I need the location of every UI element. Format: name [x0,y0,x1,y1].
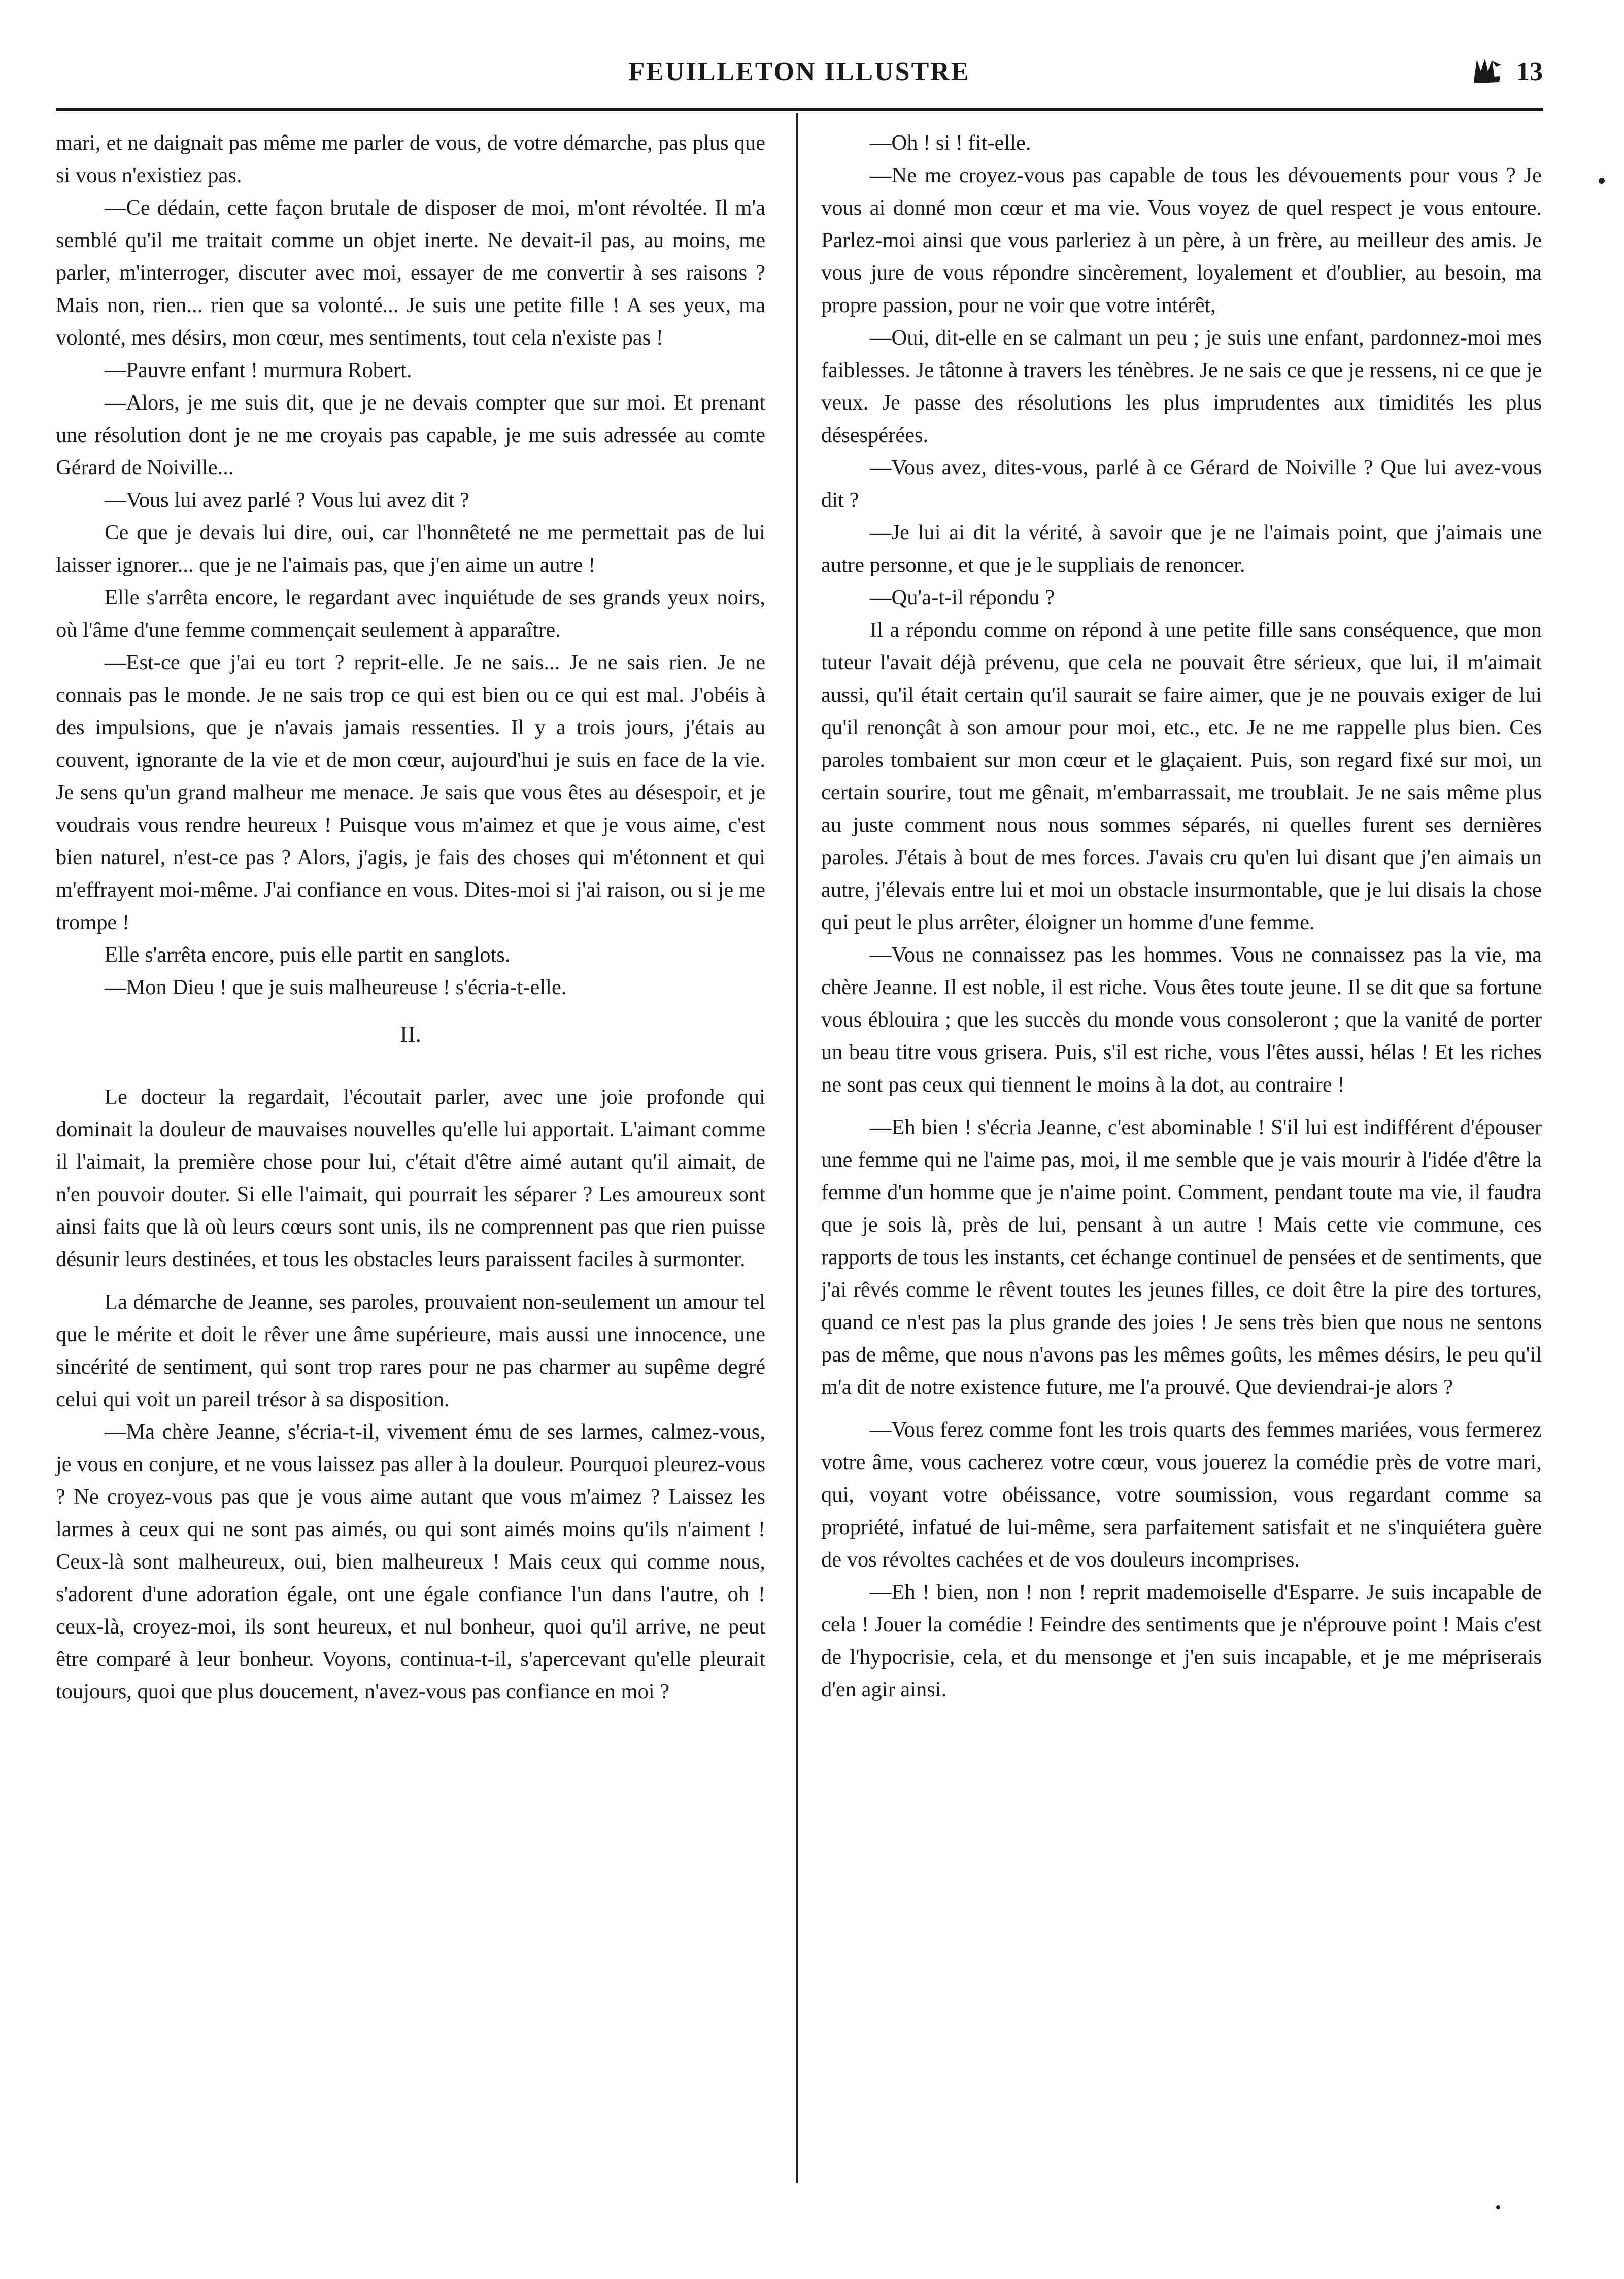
left-column [56,127,765,1708]
paragraph: —Mon Dieu ! que je suis malheureuse ! s'écria-t-elle. [105,975,567,999]
paragraph: —Eh ! bien, non ! non ! reprit mademoiselle d'Esparre. Je suis incapable de cela ! Jouer la comédie ! Feindre des sentiments que je n'éprouve point ! Mais c'est de l'hypocrisie, cela, et du mensonge et j'en suis incapable, et je me mépriserais d'en agir ainsi. [821,1580,1542,1702]
paragraph: Il a répondu comme on répond à une petite fille sans conséquence, que mon tuteur l'avait déjà prévenu, que cela ne pouvait être sérieux, que lui, il m'aimait aussi, qu'il était certain qu'il saurait se faire aimer, que je ne pouvais exiger de lui qu'il renonçât à son amour pour moi, etc., etc. Je ne me rappelle plus bien. Ces paroles tombaient sur mon cœur et le glaçaient. Puis, son regard fixé sur moi, un certain sourire, tout me gênait, m'embarrassait, me troublait. Je ne sais même plus au juste comment nous nous sommes séparés, ni quelles furent ses dernières paroles. J'étais à bout de mes forces. J'avais cru qu'en lui disant que j'en aimais un autre, j'élevais entre lui et moi un obstacle insurmontable, que je lui disais la chose qui peut le plus arrêter, éloigner un homme d'une femme. [821,618,1542,934]
paragraph: —Oh ! si ! fit-elle. [870,131,1031,155]
right-column [821,127,1542,1706]
paragraph: mari, et ne daignait pas même me parler de vous, de votre démarche, pas plus que si vous n'existiez pas. [56,131,765,187]
publication-title: FEUILLETON ILLUSTRE [628,57,970,86]
paragraph: —Vous avez, dites-vous, parlé à ce Gérard de Noiville ? Que lui avez-vous dit ? [821,456,1542,512]
paragraph: —Ce dédain, cette façon brutale de disposer de moi, m'ont révoltée. Il m'a semblé qu'il me traitait comme un objet inerte. Ne devait-il pas, au moins, me parler, m'interroger, discuter avec moi, essayer de me convertir à ses raisons ? Mais non, rien... rien que sa volonté... Je suis une petite fille ! A ses yeux, ma volonté, mes désirs, mon cœur, mes sentiments, tout cela n'existe pas ! [56,196,765,350]
section-heading: II. [399,1021,422,1047]
paragraph: —Oui, dit-elle en se calmant un peu ; je suis une enfant, pardonnez-moi mes faiblesses. Je tâtonne à travers les ténèbres. Je ne sais ce que je ressens, ni ce que je veux. Je passe des résolutions les plus imprudentes aux timidités les plus désespérées. [821,326,1542,447]
paragraph: Elle s'arrêta encore, le regardant avec inquiétude de ses grands yeux noirs, où l'âme d'une femme commençait seulement à apparaître. [56,586,765,642]
paragraph: —Vous ferez comme font les trois quarts des femmes mariées, vous fermerez votre âme, vous cacherez votre cœur, vous jouerez la comédie près de votre mari, qui, voyant votre obéissance, votre soumission, vous regardant comme sa propriété, infatué de lui-même, sera parfaitement satisfait et ne s'inquiétera guère de vos révoltes cachées et de vos douleurs incomprises. [821,1418,1542,1572]
paragraph: —Qu'a-t-il répondu ? [870,586,1055,609]
column-divider [796,113,798,2183]
paragraph: —Ma chère Jeanne, s'écria-t-il, vivement ému de ses larmes, calmez-vous, je vous en conjure, et ne vous laissez pas aller à la douleur. Pourquoi pleurez-vous ? Ne croyez-vous pas que je vous aime autant que vous m'aimez ? Laissez les larmes à ceux qui ne sont pas aimés, ou qui sont aimés moins qu'ils n'aiment ! Ceux-là sont malheureux, oui, bien malheureux ! Mais ceux qui comme nous, s'adorent d'une adoration égale, ont une égale confiance l'un dans l'autre, oh ! ceux-là, croyez-moi, ils sont heureux, et nul bonheur, quoi qu'il arrive, ne peut être comparé à leur bonheur. Voyons, continua-t-il, s'apercevant qu'elle pleurait toujours, quoi que plus doucement, n'avez-vous pas confiance en moi ? [56,1420,765,1704]
paragraph: Elle s'arrêta encore, puis elle partit en sanglots. [105,943,511,967]
paragraph: —Vous lui avez parlé ? Vous lui avez dit ? [105,488,469,512]
paragraph: Le docteur la regardait, l'écoutait parler, avec une joie profonde qui dominait la douleur de mauvaises nouvelles qu'elle lui apportait. L'aimant comme il l'aimait, la première chose pour lui, c'était d'être aimé autant qu'il aimait, de n'en pouvoir douter. Si elle l'aimait, qui pourrait les séparer ? Les amoureux sont ainsi faits que là où leurs cœurs sont unis, ils ne comprennent pas que rien puisse désunir leurs destinées, et tous les obstacles leurs paraissent faciles à surmonter. [56,1085,765,1271]
paragraph: La démarche de Jeanne, ses paroles, prouvaient non-seulement un amour tel que le mérite et doit le rêver une âme supérieure, mais aussi une innocence, une sincérité de sentiment, qui sont trop rares pour ne pas charmer au supême degré celui qui voit un pareil trésor à sa disposition. [56,1290,765,1411]
ink-speck [1496,2205,1500,2209]
page-header [56,51,1543,96]
ink-speck [1599,178,1605,184]
paragraph: Ce que je devais lui dire, oui, car l'honnêteté ne me permettait pas de lui laisser ignorer... que je ne l'aimais pas, que j'en aime un autre ! [56,521,765,577]
header-rule [56,108,1543,111]
paragraph: —Ne me croyez-vous pas capable de tous les dévouements pour vous ? Je vous ai donné mon cœur et ma vie. Vous voyez de quel respect je vous entoure. Parlez-moi ainsi que vous parleriez à un père, à un frère, au meilleur des amis. Je vous jure de vous répondre sincèrement, loyalement et d'oublier, au besoin, ma propre passion, pour ne voir que votre intérêt, [821,163,1542,317]
page-number: 13 [1516,57,1543,86]
paragraph: —Alors, je me suis dit, que je ne devais compter que sur moi. Et prenant une résolution dont je ne me croyais pas capable, je me suis adressée au comte Gérard de Noiville... [56,391,765,480]
paragraph: —Vous ne connaissez pas les hommes. Vous ne connaissez pas la vie, ma chère Jeanne. Il est noble, il est riche. Vous êtes toute jeune. Il se dit que sa fortune vous éblouira ; que les succès du monde vous consoleront ; que la vanité de porter un beau titre vous grisera. Puis, s'il est riche, vous l'êtes aussi, hélas ! Et les riches ne sont pas ceux qui tiennent le moins à la dot, au contraire ! [821,943,1542,1097]
paragraph: —Je lui ai dit la vérité, à savoir que je ne l'aimais point, que j'aimais une autre personne, et que je le suppliais de renoncer. [821,521,1542,577]
ornament-icon [1472,56,1502,84]
paragraph: —Eh bien ! s'écria Jeanne, c'est abominable ! S'il lui est indifférent d'épouser une femme qui ne l'aime pas, moi, il me semble que je vais mourir à l'idée d'être la femme d'un homme que je n'aime point. Comment, pendant toute ma vie, il faudra que je sois là, près de lui, pensant à un autre ! Mais cette vie commune, ces rapports de tous les instants, cet échange continuel de pensées et de sentiments, que j'ai rêvés comme le rêvent toutes les jeunes filles, ce doit être la pire des tortures, quand ce n'est pas la plus grande des joies ! Je sens très bien que nous ne sentons pas de même, que nous n'avons pas les mêmes goûts, les mêmes désirs, le peu qu'il m'a dit de notre existence future, me l'a prouvé. Que deviendrai-je alors ? [821,1115,1542,1399]
paragraph: —Pauvre enfant ! murmura Robert. [105,358,412,382]
paragraph: —Est-ce que j'ai eu tort ? reprit-elle. Je ne sais... Je ne sais rien. Je ne connais pas le monde. Je ne sais trop ce qui est bien ou ce qui est mal. J'obéis à des impulsions, que je n'avais jamais ressenties. Il y a trois jours, j'étais au couvent, ignorante de la vie et de mon cœur, aujourd'hui je suis en face de la vie. Je sens qu'un grand malheur me menace. Je sais que vous êtes au désespoir, et je voudrais vous rendre heureux ! Puisque vous m'aimez et que je vous aime, c'est bien naturel, n'est-ce pas ? Alors, j'agis, je fais des choses qui m'étonnent et qui m'effrayent moi-même. J'ai confiance en vous. Dites-moi si j'ai raison, ou si je me trompe ! [56,651,765,934]
